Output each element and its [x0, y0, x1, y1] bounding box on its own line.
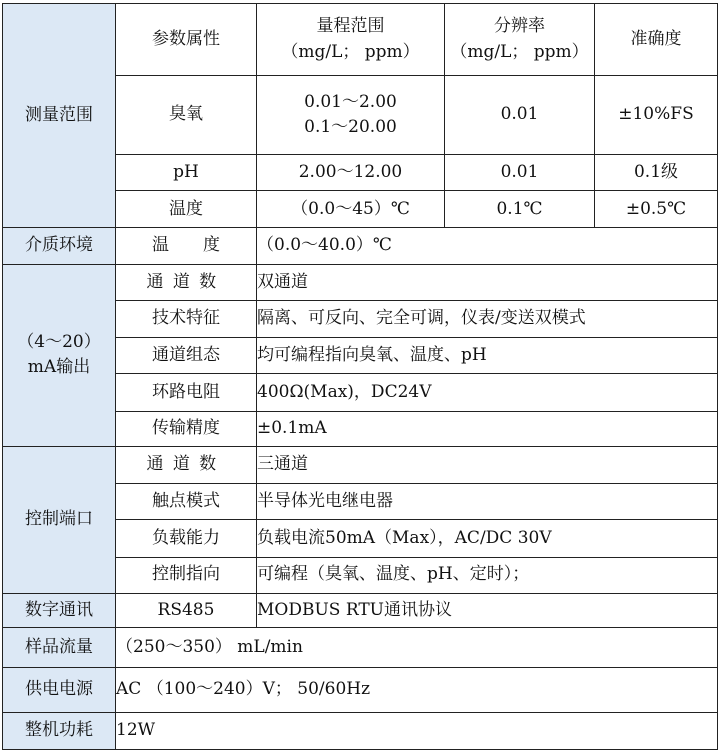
control-value-load: 负载电流50mA（Max），AC/DC 30V — [257, 520, 718, 557]
output-name-channels: 通道数 — [116, 264, 257, 300]
header-accuracy: 准确度 — [595, 4, 718, 76]
group-measure: 测量范围 — [3, 4, 116, 228]
measure-range-temp: （0.0～45）℃ — [257, 191, 445, 228]
measure-resolution-temp: 0.1℃ — [445, 191, 595, 228]
output-name-config: 通道组态 — [116, 338, 257, 374]
group-flow: 样品流量 — [3, 628, 116, 668]
measure-accuracy-temp: ±0.5℃ — [595, 191, 718, 228]
table-row — [3, 628, 718, 668]
header-range-unit: （mg/L； ppm） — [281, 41, 420, 62]
group-medium: 介质环境 — [3, 228, 116, 264]
flow-value: （250～350） mL/min — [116, 628, 718, 668]
control-name-load: 负载能力 — [116, 520, 257, 557]
digital-value: MODBUS RTU通讯协议 — [257, 593, 718, 627]
measure-range-ozone — [257, 76, 445, 155]
control-value-channels: 三通道 — [257, 446, 718, 483]
control-name-target: 控制指向 — [116, 557, 257, 593]
consumption-value: 12W — [116, 712, 718, 749]
output-name-tech: 技术特征 — [116, 300, 257, 337]
output-value-config: 均可编程指向臭氧、温度、pH — [257, 338, 718, 374]
digital-name: RS485 — [116, 593, 257, 627]
header-resolution-unit: （mg/L； ppm） — [450, 41, 589, 62]
measure-accuracy-ph: 0.1级 — [595, 155, 718, 191]
group-output-line2: mA输出 — [27, 357, 91, 378]
output-value-loop: 400Ω(Max)，DC24V — [257, 374, 718, 411]
output-name-precision: 传输精度 — [116, 411, 257, 446]
group-power: 供电电源 — [3, 668, 116, 712]
control-value-target: 可编程（臭氧、温度、pH、定时）； — [257, 557, 718, 593]
table-row — [3, 446, 718, 483]
power-value: AC （100～240）V； 50/60Hz — [116, 668, 718, 712]
header-range-label: 量程范围 — [316, 16, 385, 37]
header-range — [257, 4, 445, 76]
medium-value: （0.0～40.0）℃ — [257, 228, 718, 264]
table-row — [3, 712, 718, 749]
group-digital: 数字通讯 — [3, 593, 116, 627]
group-output-line1: （4～20） — [17, 331, 101, 352]
group-control: 控制端口 — [3, 446, 116, 593]
spec-table — [2, 3, 718, 750]
header-resolution-label: 分辨率 — [494, 16, 545, 37]
measure-name-temp: 温度 — [116, 191, 257, 228]
output-value-channels: 双通道 — [257, 264, 718, 300]
group-output — [3, 264, 116, 446]
measure-resolution-ph: 0.01 — [445, 155, 595, 191]
control-value-contact: 半导体光电继电器 — [257, 484, 718, 520]
output-name-loop: 环路电阻 — [116, 374, 257, 411]
control-name-contact: 触点模式 — [116, 484, 257, 520]
table-row — [3, 228, 718, 264]
table-row — [3, 593, 718, 627]
header-resolution — [445, 4, 595, 76]
measure-range-ozone-2: 0.1～20.00 — [304, 117, 397, 138]
measure-name-ph: pH — [116, 155, 257, 191]
header-row — [3, 4, 718, 76]
table-row — [3, 264, 718, 300]
table-row — [3, 668, 718, 712]
header-attr: 参数属性 — [116, 4, 257, 76]
control-name-channels: 通道数 — [116, 446, 257, 483]
medium-name: 温 度 — [116, 228, 257, 264]
group-consumption: 整机功耗 — [3, 712, 116, 749]
measure-range-ph: 2.00～12.00 — [257, 155, 445, 191]
output-value-tech: 隔离、可反向、完全可调，仪表/变送双模式 — [257, 300, 718, 337]
output-value-precision: ±0.1mA — [257, 411, 718, 446]
measure-name-ozone: 臭氧 — [116, 76, 257, 155]
measure-accuracy-ozone: ±10%FS — [595, 76, 718, 155]
measure-range-ozone-1: 0.01～2.00 — [304, 91, 397, 112]
measure-resolution-ozone: 0.01 — [445, 76, 595, 155]
